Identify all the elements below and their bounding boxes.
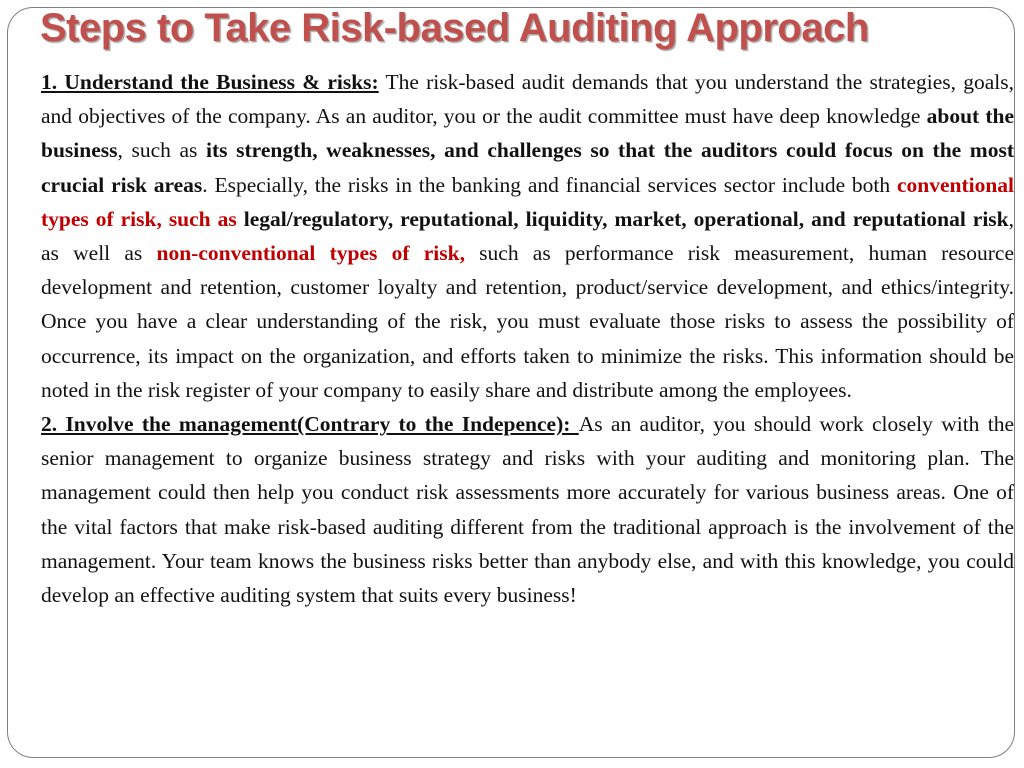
- paragraph-understand-business: [41, 65, 1014, 407]
- slide-body: [41, 65, 1014, 612]
- bold-run: its strength, weaknesses, and challenges so that the auditors could focus on the most crucial risk areas: [41, 138, 1014, 197]
- text-run: [237, 207, 244, 231]
- step-2-heading: 2. Involve the management(Contrary to the Indepence):: [41, 412, 579, 437]
- text-run: The risk-based audit demands that you understand the strategies, goals, and objectives of the company. As an auditor, you or the audit committee must have deep knowledge: [41, 70, 1014, 129]
- paragraph-involve-management: [41, 407, 1014, 612]
- bold-run: about the business: [41, 104, 1014, 163]
- red-highlight-run: non-conventional types of risk,: [156, 241, 465, 266]
- red-highlight-run: conventional types of risk, such as: [41, 172, 1015, 231]
- text-run: As an auditor, you should work closely with the senior management to organize business strategy and risks with your auditing and monitoring plan. The management could then help you conduct risk assessments more accurately for various business areas. One of the vital factors that make risk-based auditing different from the traditional approach is the involvement of the management. Your team knows the business risks better than anybody else, and with this knowledge, you could develop an effective auditing system that suits every business!: [41, 412, 1015, 608]
- slide-title: Steps to Take Risk-based Auditing Approach: [40, 6, 869, 50]
- bold-run: legal/regulatory, reputational, liquidity, market, operational, and reputational risk: [243, 206, 1009, 231]
- text-run: . Especially, the risks in the banking and financial services sector include both: [202, 172, 897, 197]
- step-1-heading: 1. Understand the Business & risks:: [41, 70, 379, 94]
- text-run: such as performance risk measurement, human resource development and retention, customer loyalty and retention, product/service development, and ethics/integrity. Once you have a clear understanding of the risk, you must evaluate those risks to assess the possibility of occurrence, its impact on the organization, and efforts taken to minimize the risks. This information should be noted in the risk register of your company to easily share and distribute among the employees.: [41, 241, 1014, 402]
- text-run: , such as: [117, 138, 207, 163]
- text-run: , as well as: [41, 206, 1015, 266]
